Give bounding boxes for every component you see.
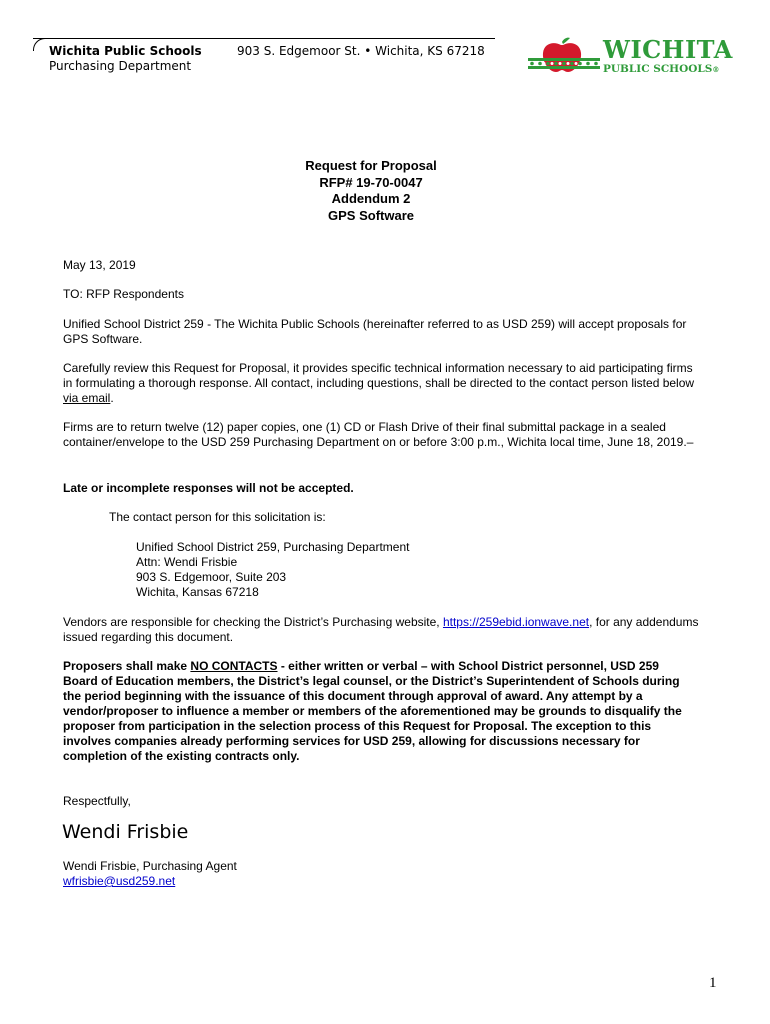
vendors-paragraph: Vendors are responsible for checking the District’s Purchasing website, https://259ebid.ionwave.net, for any addendums issued regarding this document.	[63, 615, 699, 644]
signer-title: Wendi Frisbie, Purchasing Agent	[63, 859, 237, 873]
signer-email-line	[63, 874, 703, 889]
via-email-link[interactable]: via email	[63, 391, 111, 405]
page-number: 1	[709, 975, 717, 991]
header-org	[49, 44, 202, 74]
review-paragraph: Carefully review this Request for Proposal, it provides specific technical information necessary to aid participating firms in formulating a thorough response. All contact, including questions, shall be directed to the contact person listed below via email.	[63, 361, 695, 405]
letter-date: May 13, 2019	[63, 258, 136, 272]
header-address: 903 S. Edgemoor St. • Wichita, KS 67218	[237, 44, 485, 58]
contact-line: Attn: Wendi Frisbie	[136, 555, 238, 569]
title-line-2: RFP# 19-70-0047	[319, 174, 423, 190]
document-title	[0, 158, 742, 224]
title-line-1: Request for Proposal	[305, 158, 437, 173]
logo-subtitle: PUBLIC SCHOOLS®	[603, 63, 720, 75]
late-notice: Late or incomplete responses will not be accepted.	[63, 481, 354, 495]
letter-to: TO: RFP Respondents	[63, 287, 184, 301]
purchasing-website-link[interactable]: https://259ebid.ionwave.net	[442, 615, 590, 629]
district-logo	[526, 35, 733, 82]
header-rule-corner	[33, 38, 46, 51]
signature: Wendi Frisbie	[62, 821, 189, 843]
signer-email-link[interactable]: wfrisbie@usd259.net	[63, 874, 176, 888]
contact-address-block	[136, 540, 770, 600]
contact-line: 903 S. Edgemoor, Suite 203	[136, 570, 287, 584]
apple-icon	[526, 36, 602, 82]
org-name: Wichita Public Schools	[49, 44, 202, 58]
submission-paragraph: Firms are to return twelve (12) paper copies, one (1) CD or Flash Drive of their final submittal package in a sealed container/envelope to the USD 259 Purchasing Department on or before 3:00 p.m., Wichita local time, June 18, 2019.–	[63, 420, 694, 449]
no-contact-paragraph: Proposers shall make NO CONTACTS - either written or verbal – with School District personnel, USD 259 Board of Education members, the District’s legal counsel, or the District’s Superintendent of Schools during the period beginning with the issuance of this document through approval of award. Any attempt by a vendor/proposer to influence a member or members of the aforementioned may be grounds to disqualify the proposer from participation in the selection process of this Request for Proposal. The exception to this involves companies already performing services for USD 259, allowing for discussions necessary for completion of the existing contracts only.	[63, 659, 682, 763]
title-line-4: GPS Software	[328, 207, 414, 223]
contact-line: Unified School District 259, Purchasing Department	[136, 540, 410, 554]
logo-registered-mark: ®	[712, 65, 720, 74]
department-name: Purchasing Department	[49, 59, 192, 73]
no-contacts-emphasis: NO CONTACTS	[190, 659, 278, 673]
header-rule	[33, 38, 495, 39]
contact-intro: The contact person for this solicitation is:	[109, 510, 326, 524]
title-line-3: Addendum 2	[331, 191, 411, 206]
logo-title: WICHITA	[603, 35, 733, 64]
closing: Respectfully,	[63, 794, 131, 808]
contact-line: Wichita, Kansas 67218	[136, 585, 259, 599]
intro-paragraph: Unified School District 259 - The Wichita Public Schools (hereinafter referred to as USD 259) will accept proposals for GPS Software.	[63, 317, 687, 346]
